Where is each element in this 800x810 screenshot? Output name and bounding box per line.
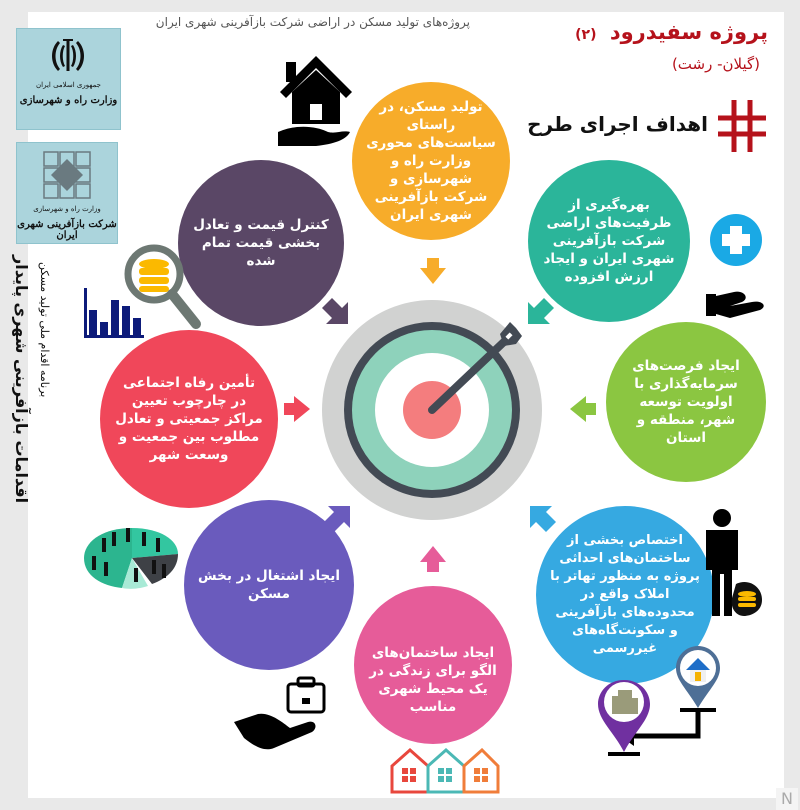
colorful-houses-icon xyxy=(390,748,500,794)
ministry-logo-line2: وزارت راه و شهرسازی xyxy=(19,95,118,106)
project-number: (۲) xyxy=(575,27,597,43)
goal-text: تولید مسکن، در راستای سیاست‌های محوری وزارت راه و شهرسازی و شرکت بازآفرینی شهری ایران xyxy=(366,99,496,223)
iran-emblem-icon xyxy=(50,37,86,75)
goal-text: بهره‌گیری از ظرفیت‌های اراضی شرکت بازآفرینی شهری ایران و ایجاد ارزش افزوده xyxy=(543,197,675,285)
target-dartboard-icon xyxy=(320,298,544,522)
goal-text: اختصاص بخشی از ساختمان‌های احداثی پروژه به منظور تهاتر با املاک واقع در محدوده‌های بازآفرینی و سکونت‌گاه‌های غیررسمی xyxy=(550,533,700,656)
side-caption-sub: برنامه اقدام ملی تولید مسکن xyxy=(38,262,51,398)
project-title-text: پروژه سفیدرود xyxy=(609,20,768,44)
company-logo-line2: شرکت بازآفرینی شهری ایران xyxy=(17,219,117,241)
house-in-hand-icon xyxy=(276,52,356,148)
goal-text: ایجاد ساختمان‌های الگو برای زندگی در یک محیط شهری مناسب xyxy=(369,645,497,715)
goal-circle-housing-production xyxy=(352,82,510,240)
arrow-up-left-icon xyxy=(530,506,556,532)
health-plus-hand-icon xyxy=(690,210,770,322)
briefcase-in-hand-icon xyxy=(234,676,326,756)
ministry-logo-line1: جمهوری اسلامی ایران xyxy=(36,81,101,89)
person-with-money-bag-icon xyxy=(700,508,766,620)
header-subtitle: پروژه‌های تولید مسکن در اراضی شرکت بازآفرینی شهری ایران xyxy=(155,15,470,29)
company-grid-emblem-icon xyxy=(43,151,91,199)
goal-circle-investment xyxy=(606,322,766,482)
company-logo xyxy=(16,142,118,244)
arrow-up-icon xyxy=(420,546,446,572)
arrow-up-right-icon xyxy=(324,506,350,532)
arrow-right-icon xyxy=(284,396,310,422)
company-logo-line1: وزارت راه و شهرسازی xyxy=(33,205,101,213)
goal-circle-social-welfare xyxy=(100,330,278,508)
goal-text: ایجاد فرصت‌های سرمایه‌گذاری با اولویت توسعه شهر، منطقه و استان xyxy=(632,358,740,446)
goal-text: کنترل قیمت و تعادل بخشی قیمت تمام شده xyxy=(193,217,329,269)
ministry-logo xyxy=(16,28,121,130)
arrow-down-icon xyxy=(420,258,446,284)
project-title xyxy=(575,20,768,44)
goal-text: تأمین رفاه اجتماعی در چارچوب تعیین مراکز جمعیتی و تعادل مطلوب بین جمعیت و وسعت شهر xyxy=(115,375,263,463)
arrow-left-icon xyxy=(570,396,596,422)
arrow-down-right-icon xyxy=(322,298,348,324)
project-location: (گیلان- رشت) xyxy=(671,55,760,73)
grid-hash-icon xyxy=(718,98,766,154)
goal-text: ایجاد اشتغال در بخش مسکن xyxy=(198,568,340,602)
side-caption-main: اقدامات بازآفرینی شهری پایدار xyxy=(12,255,31,504)
goals-heading: اهداف اجرای طرح xyxy=(527,112,708,136)
goal-circle-model-buildings xyxy=(354,586,512,744)
population-pie-chart-icon xyxy=(82,508,182,594)
arrow-down-left-icon xyxy=(528,298,554,324)
relocation-pins-icon xyxy=(596,640,720,760)
watermark: N xyxy=(776,788,798,810)
data-search-chart-icon xyxy=(84,244,204,340)
